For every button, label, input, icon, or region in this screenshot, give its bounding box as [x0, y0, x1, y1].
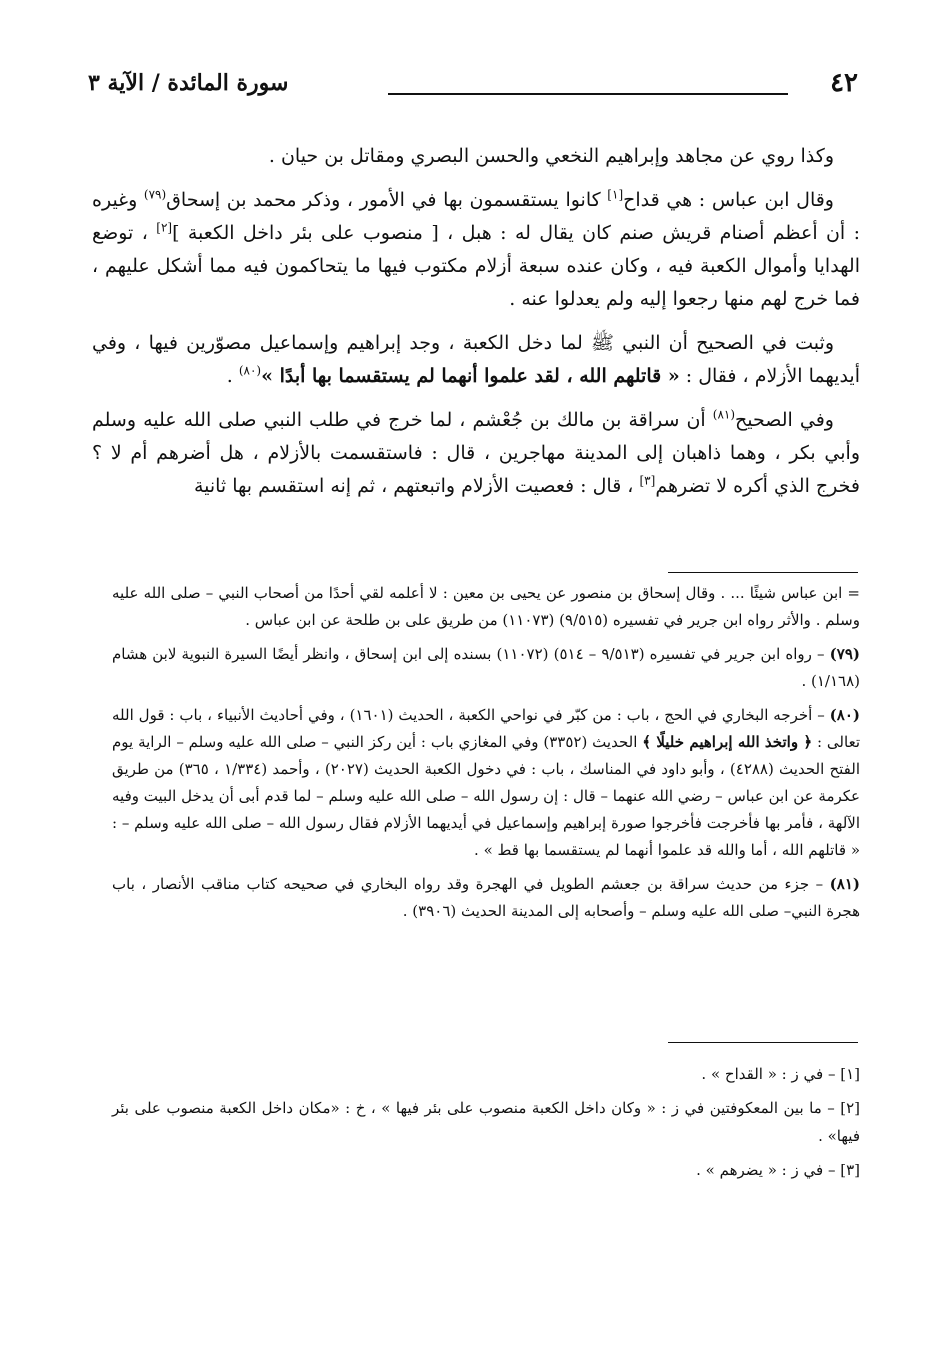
footnote-number: (٨١) — [829, 875, 860, 893]
footnote-number: (٧٩) — [829, 645, 860, 663]
page-number: ٤٢ — [830, 68, 858, 98]
paragraph-3-text: وثبت في الصحيح أن النبي ﷺ لما دخل الكعبة ، وجد إبراهيم وإسماعيل مصوّرين فيها ، وفي أيديهما الأزلام ، فقال : — [92, 332, 860, 387]
footnote-ref: (٨١) — [712, 407, 736, 422]
footnote-text: الحديث (٣٣٥٢) وفي المغازي باب : أين ركز النبي – صلى الله عليه وسلم – الراية يوم الفتح الحديث (٤٢٨٨) ، وأبو داود في المناسك ، باب : في دخول الكعبة الحديث (٢٠٢٧) ، وأحمد (١/٣٣٤ ، ٣٦٥) من طريق عكرمة عن ابن عباس – رضي الله عنهما – قال : إن رسول الله – صلى الله عليه وسلم – لما قدم أبى أن يدخل البيت وفيه الآلهة ، فأمر بها فأخرجت فأخرجوا صورة إبراهيم وإسماعيل في أيديهما الأزلام فقال رسول الله – صلى الله عليه وسلم – : « قاتلهم الله ، أما والله قد علموا أنهما لم يستقسما بها قط » . — [112, 733, 860, 859]
footnotes — [112, 580, 860, 932]
paragraph-3 — [92, 327, 860, 393]
variant-text: – في ز : « القداح » . — [701, 1065, 841, 1083]
footnote-text: – جزء من حديث سراقة بن جعشم الطويل في الهجرة وقد رواه البخاري في صحيحه كتاب مناقب الأنصار ، باب هجرة النبي– صلى الله عليه وسلم – وأصحابه إلى المدينة الحديث (٣٩٠٦) . — [112, 875, 860, 920]
variant-number: [١] — [840, 1065, 860, 1083]
variant-number: [٢] — [840, 1099, 860, 1117]
footnote-79 — [112, 641, 860, 695]
footnote-separator — [668, 572, 858, 573]
footnote-ref: (٨٠) — [238, 363, 262, 378]
paragraph-2 — [92, 184, 860, 316]
variant-3 — [112, 1156, 860, 1184]
paragraph-4-text: أن سراقة بن مالك بن جُعْشم ، لما خرج في طلب النبي صلى الله عليه وسلم وأبي بكر ، وهما ذاهبان إلى المدينة مهاجرين ، قال : فاستقسمت بالأزلام ، هل أضرهم أم لا ؟ فخرج الذي أكره لا تضرهم — [92, 409, 860, 497]
variant-number: [٣] — [840, 1161, 860, 1179]
surah-title: سورة المائدة / الآية ٣ — [88, 70, 289, 96]
paragraph-2-text: وقال ابن عباس : هي قداح — [623, 189, 834, 211]
footnote-80 — [112, 702, 860, 864]
footnote-text: – رواه ابن جرير في تفسيره (٩/٥١٣ – ٥١٤) (١١٠٧٢) بسنده إلى ابن إسحاق ، وانظر أيضًا السيرة النبوية لابن هشام (١/١٦٨) . — [112, 645, 860, 690]
footnote-continuation — [112, 580, 860, 634]
paragraph-1-text: وكذا روي عن مجاهد وإبراهيم النخعي والحسن البصري ومقاتل بن حيان . — [268, 145, 834, 167]
variant-text: – ما بين المعكوفتين في ز : « وكان داخل الكعبة منصوب على بئر فيها » ، خ : «مكان داخل الكعبة منصوب على بئر فيها» . — [112, 1099, 860, 1145]
variant-marker: [١] — [607, 187, 624, 202]
footnote-ref: (٧٩) — [143, 187, 167, 202]
variant-1 — [112, 1060, 860, 1088]
quran-verse: ﴿ واتخذ الله إبراهيم خليلًا ﴾ — [642, 733, 813, 751]
manuscript-variants — [112, 1060, 860, 1190]
main-text — [92, 140, 860, 514]
paragraph-4-text: وفي الصحيح — [735, 409, 834, 431]
paragraph-4-text: ، قال : فعصيت الأزلام واتبعتهم ، ثم إنه استقسم بها ثانية — [193, 475, 640, 497]
paragraph-1 — [92, 140, 860, 173]
footnote-text: – أخرجه البخاري في الحج ، باب : من كبّر في نواحي الكعبة ، الحديث (١٦٠١) ، وفي أحاديث الأنبياء ، باب : قول الله تعالى : — [112, 706, 860, 751]
hadith-quote: « قاتلهم الله ، لقد علموا أنهما لم يستقسما بها أبدًا » — [261, 365, 680, 387]
paragraph-2-text: وغيره : أن أعظم أصنام قريش صنم كان يقال له : هبل ، [ منصوب على بئر داخل الكعبة ] — [92, 189, 860, 244]
paragraph-4 — [92, 404, 860, 503]
footnote-81 — [112, 871, 860, 925]
paragraph-2-text: كانوا يستقسمون بها في الأمور ، وذكر محمد بن إسحاق — [166, 189, 608, 211]
variants-separator — [668, 1042, 858, 1043]
variant-2 — [112, 1094, 860, 1150]
header-rule — [388, 93, 788, 95]
variant-text: – في ز : « يضرهم » . — [696, 1161, 841, 1179]
paragraph-3-text: . — [226, 365, 239, 387]
paragraph-2-text: ، توضع الهدايا وأموال الكعبة فيه ، وكان عنده سبعة أزلام مكتوب فيها ما يتحاكمون فيه مما أشكل عليهم ، فما خرج لهم منها رجعوا إليه ولم يعدلوا عنه . — [92, 222, 860, 310]
footnote-number: (٨٠) — [829, 706, 861, 724]
variant-marker: [٢] — [156, 220, 173, 235]
footnote-text: = ابن عباس شيئًا ... . وقال إسحاق بن منصور عن يحيى بن معين : لا أعلمه لقي أحدًا من أصحاب النبي – صلى الله عليه وسلم . والأثر رواه ابن جرير في تفسيره (٩/٥١٥) (١١٠٧٣) من طريق على بن طلحة عن ابن عباس . — [112, 584, 860, 629]
page-header — [88, 68, 858, 118]
variant-marker: [٣] — [639, 473, 656, 488]
